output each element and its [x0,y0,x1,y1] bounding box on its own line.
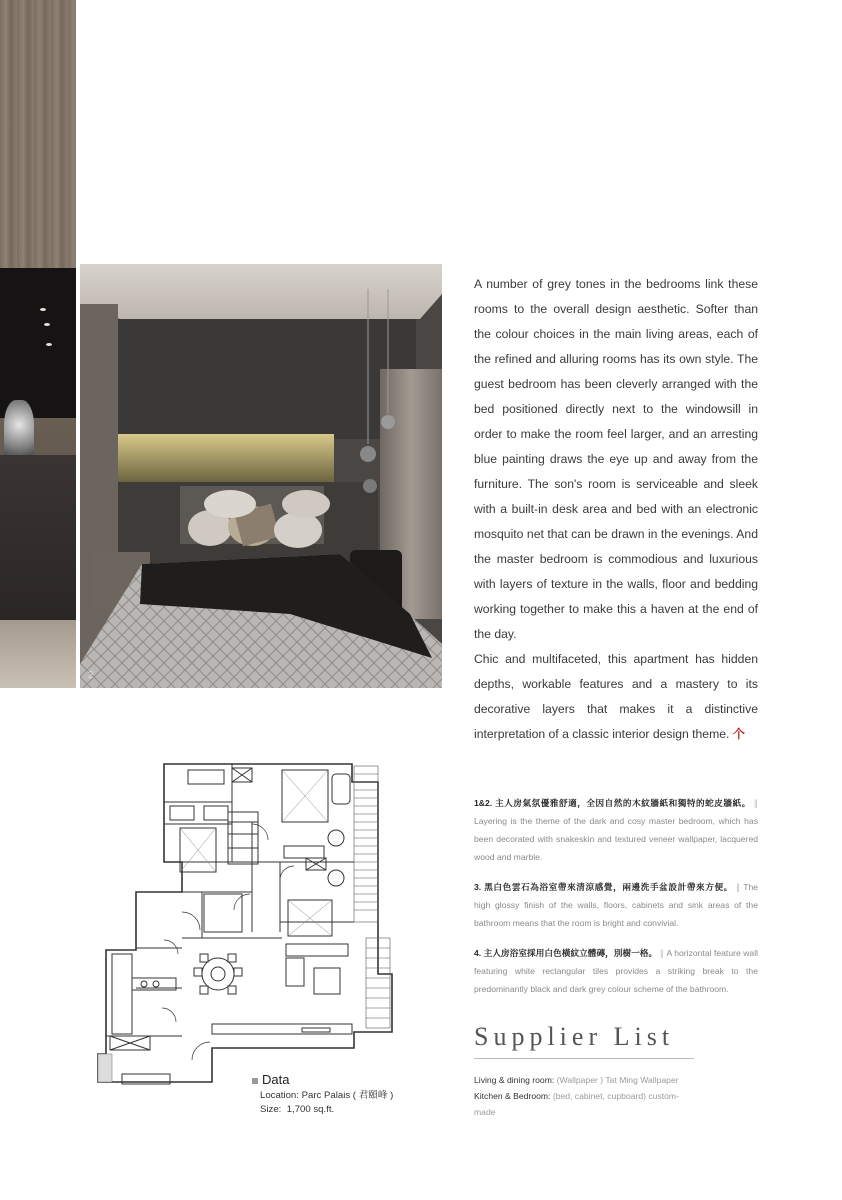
supplier-item-label: Living & dining room: [474,1075,555,1085]
caption-3 [474,878,758,932]
data-location [260,1089,393,1103]
caption-4 [474,944,758,998]
supplier-list [474,1072,696,1120]
supplier-item-value: (Wallpaper ) Tat Ming Wallpaper [556,1075,679,1085]
caption-zh: 主人房氣氛優雅舒適，全因自然的木紋牆紙和獨特的蛇皮牆紙。 [495,798,751,808]
photo-master-bedroom [80,264,442,688]
supplier-item [474,1072,696,1088]
data-location-label: Location: [260,1090,299,1101]
caption-zh: 主人房浴室採用白色橫紋立體磚，別樹一格。 [483,948,658,958]
supplier-divider [474,1058,694,1059]
body-paragraph-1: A number of grey tones in the bedrooms link these rooms to the overall design aesthetic. Softer than the colour choices in the main living areas, each of the refined and alluring rooms has its own style. The guest bedroom has been cleverly arranged with the bed positioned directly next to the windowsill in order to make the room feel larger, and an arresting blue painting draws the eye up and away from the furniture. The son's room is serviceable and sleek with a built-in desk area and bed with an electronic mosquito net that can be drawn in the evenings. And the master bedroom is commodious and luxurious with layers of texture in the walls, floor and bedding working together to make this a haven at the end of the day. [474,277,758,641]
end-mark-icon: 个 [732,727,745,741]
photo-number: 2 [88,670,94,681]
floor-plan [92,762,398,1096]
photo-captions [474,794,758,1010]
supplier-item [474,1088,696,1120]
data-title-text: Data [262,1072,290,1087]
dark-ceiling [0,268,76,418]
ceiling-light [40,308,46,311]
caption-number: 1&2. [474,798,493,808]
wood-panel-wall [0,0,76,268]
caption-number: 4. [474,948,482,958]
caption-number: 3. [474,882,482,892]
body-paragraph-2-text: Chic and multifaceted, this apartment has hidden depths, workable features and a mastery to its decorative layers that makes it a distinctive interpretation of a classic interior design theme. [474,652,758,741]
data-size-value: 1,700 sq.ft. [286,1104,335,1115]
supplier-list-title: Supplier List [474,1022,675,1051]
caption-1 [474,794,758,866]
data-title [252,1072,393,1087]
caption-separator: ∥ [659,948,665,958]
caption-en: Layering is the theme of the dark and cosy master bedroom, which has been decorated with snakeskin and textured veneer wallpaper, lacquered wood and marble. [474,816,758,862]
supplier-item-label: Kitchen & Bedroom: [474,1091,551,1101]
article-body [474,272,758,747]
kitchen-counter [0,455,76,625]
square-bullet-icon [252,1078,258,1084]
silver-ornament [4,400,34,462]
marble-floor [0,620,76,688]
body-paragraph-2 [474,647,758,747]
photo-living-area [0,0,76,688]
data-size [260,1103,393,1117]
caption-en: A horizontal feature wall featuring white rectangular tiles provides a striking break to the predominantly black and dark grey colour scheme of the bathroom. [474,948,759,994]
ceiling-light [44,323,50,326]
caption-separator: ∥ [753,798,759,808]
data-location-value: Parc Palais ( 君頤峰 ) [301,1090,394,1101]
data-block [252,1072,393,1117]
caption-separator: ∥ [735,882,741,892]
caption-en: The high glossy finish of the walls, floors, cabinets and sink areas of the bathroom means that the room is bright and convivial. [474,882,759,928]
supplier-item-value: (bed, cabinet, cupboard) custom-made [474,1091,679,1117]
data-size-label: Size: [260,1104,282,1115]
caption-zh: 黑白色雲石為浴室帶來清涼感覺，兩邊洗手盆設計帶來方便。 [484,882,733,892]
ceiling-light [46,343,52,346]
